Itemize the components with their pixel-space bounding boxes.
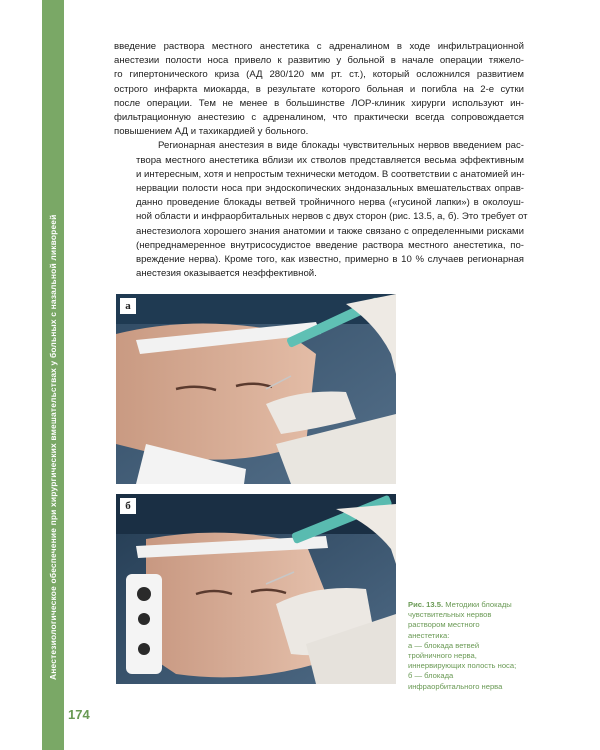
text-line: ной области и инфраорбитальных нервов с двух сторон (рис. 13.5, а, б). Это требует от: [136, 211, 528, 223]
figure-photo-a: [116, 294, 396, 484]
paragraph-2: [114, 139, 528, 281]
text-line: данно проведение блокады ветвей тройничного нерва («гусиной лапки») в околоуш-: [136, 197, 524, 209]
text-line: анестезии полости носа привело к развитию у больной в начале операции тяжело-: [114, 55, 524, 67]
figure-caption: [408, 600, 520, 692]
paragraph-1: [114, 40, 524, 139]
text-line: фильтрационную анестезию с адреналином, что практически всегда сопровождается: [114, 112, 524, 124]
text-line: повышением АД и тахикардией у больного.: [114, 126, 309, 138]
body-text: [114, 40, 528, 281]
caption-title: Методики блокады чувствительных нервов раствором местного анестетика:: [408, 600, 512, 640]
text-line: твора местного анестетика вблизи их стволов представляется весьма эффективным: [136, 154, 524, 166]
photo-b-illustration: [116, 494, 396, 684]
text-line: вреждение нерва). Кроме того, как известно, примерно в 10 % случаев регионарная: [136, 254, 524, 266]
photo-a-label: а: [120, 298, 136, 314]
photo-a-illustration: [116, 294, 396, 484]
text-line: нервации полости носа при эндоскопических эндоназальных вмешательствах оправ-: [136, 183, 524, 195]
figure-number: Рис. 13.5.: [408, 600, 444, 609]
text-line: введение раствора местного анестетика с адреналином в ходе инфильтрационной: [114, 41, 524, 52]
text-line: после операции. Тем не менее в большинстве ЛОР-клиник хирурги используют ин-: [114, 97, 524, 109]
page-number: 174: [68, 707, 90, 722]
text-line: и интересным, хотя и непростым технически методом. В соответствии с анатомией ин-: [136, 168, 525, 180]
text-line: Регионарная анестезия в виде блокады чувствительных нервов введением рас-: [158, 140, 524, 152]
caption-item-a: а — блокада ветвей тройничного нерва, иннервирующих полость носа;: [408, 640, 517, 671]
text-line: (непреднамеренное внутрисосудистое введение раствора местного анестетика, по-: [136, 239, 524, 251]
text-line: анестезия оказывается неэффективной.: [136, 268, 317, 280]
text-line: го гипертонического криза (АД 280/120 мм рт. ст.), который осложнился развитием: [114, 69, 524, 81]
text-line: острого инфаркта миокарда, в результате которого больная и погибла на 2-е сутки: [114, 83, 524, 95]
photo-b-label: б: [120, 498, 136, 514]
text-line: анестезиолога хорошего знания анатомии и также связано с определенными рисками: [136, 225, 524, 237]
figure-photo-b: [116, 494, 396, 684]
running-head-vertical: Анестезиологическое обеспечение при хирургических вмешательствах у больных с назальной ликвореей: [48, 214, 58, 680]
caption-item-b: б — блокада инфраорбитального нерва: [408, 671, 503, 691]
